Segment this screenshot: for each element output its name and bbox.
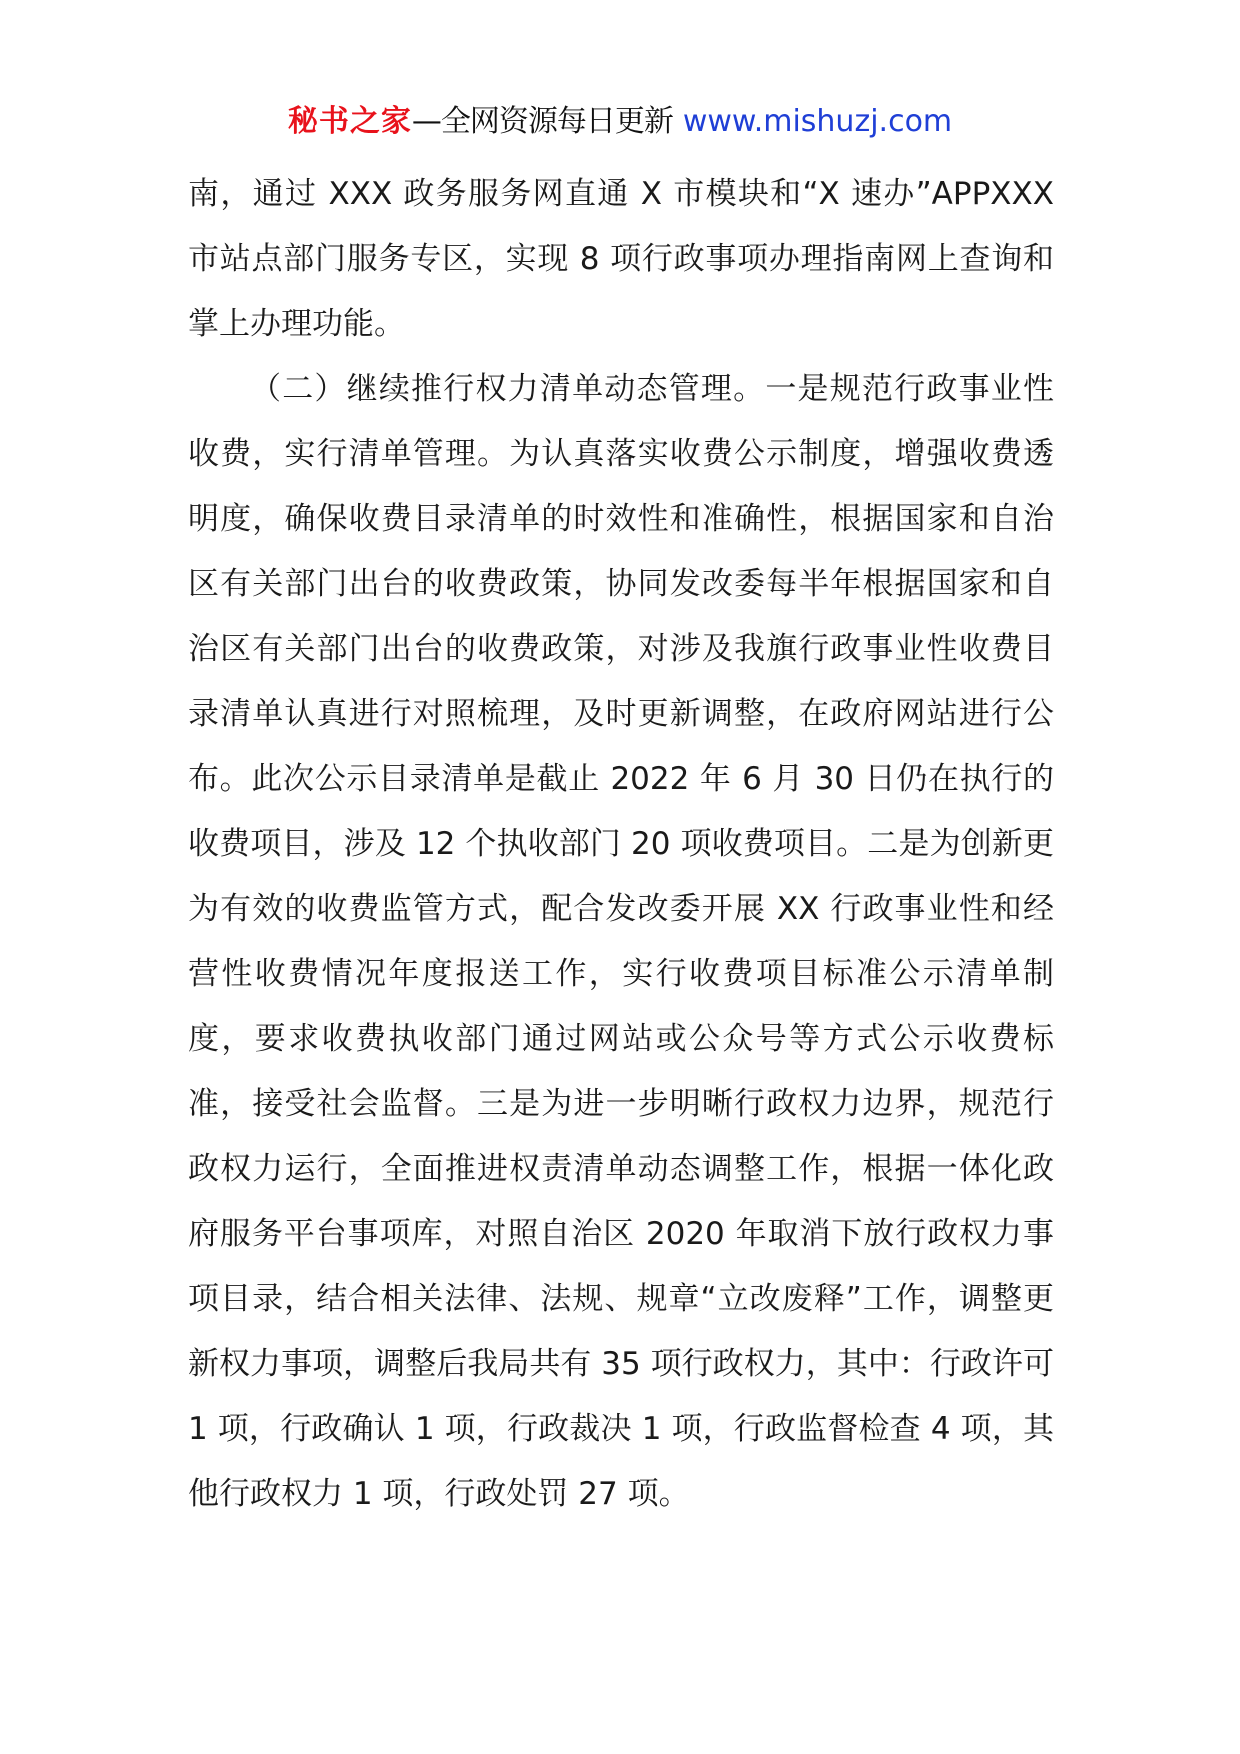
site-url-link[interactable]: www.mishuzj.com (682, 104, 953, 139)
paragraph-power-list-management: （二）继续推行权力清单动态管理。一是规范行政事业性收费，实行清单管理。为认真落实收费公示制度，增强收费透明度，确保收费目录清单的时效性和准确性，根据国家和自治区有关部门出台的收费政策，协同发改委每半年根据国家和自治区有关部门出台的收费政策，对涉及我旗行政事业性收费目录清单认真进行对照梳理，及时更新调整，在政府网站进行公布。此次公示目录清单是截止 2022 年 6 月 30 日仍在执行的收费项目，涉及 12 个执收部门 20 项收费项目。二是为创新更为有效的收费监管方式，配合发改委开展 XX 行政事业性和经营性收费情况年度报送工作，实行收费项目标准公示清单制度，要求收费执收部门通过网站或公众号等方式公示收费标准，接受社会监督。三是为进一步明晰行政权力边界，规范行政权力运行，全面推进权责清单动态调整工作，根据一体化政府服务平台事项库，对照自治区 2020 年取消下放行政权力事项目录，结合相关法律、法规、规章“立改废释”工作，调整更新权力事项，调整后我局共有 35 项行政权力，其中：行政许可 1 项，行政确认 1 项，行政裁决 1 项，行政监督检查 4 项，其他行政权力 1 项，行政处罚 27 项。 (188, 371, 1054, 1512)
page-header (0, 100, 1240, 144)
document-body (188, 162, 1054, 1527)
header-tagline: —全网资源每日更新 (411, 104, 673, 139)
brand-name: 秘书之家 (287, 104, 412, 139)
paragraph-continuation: 南，通过 XXX 政务服务网直通 X 市模块和“X 速办”APPXXX 市站点部门服务专区，实现 8 项行政事项办理指南网上查询和掌上办理功能。 (188, 176, 1054, 342)
